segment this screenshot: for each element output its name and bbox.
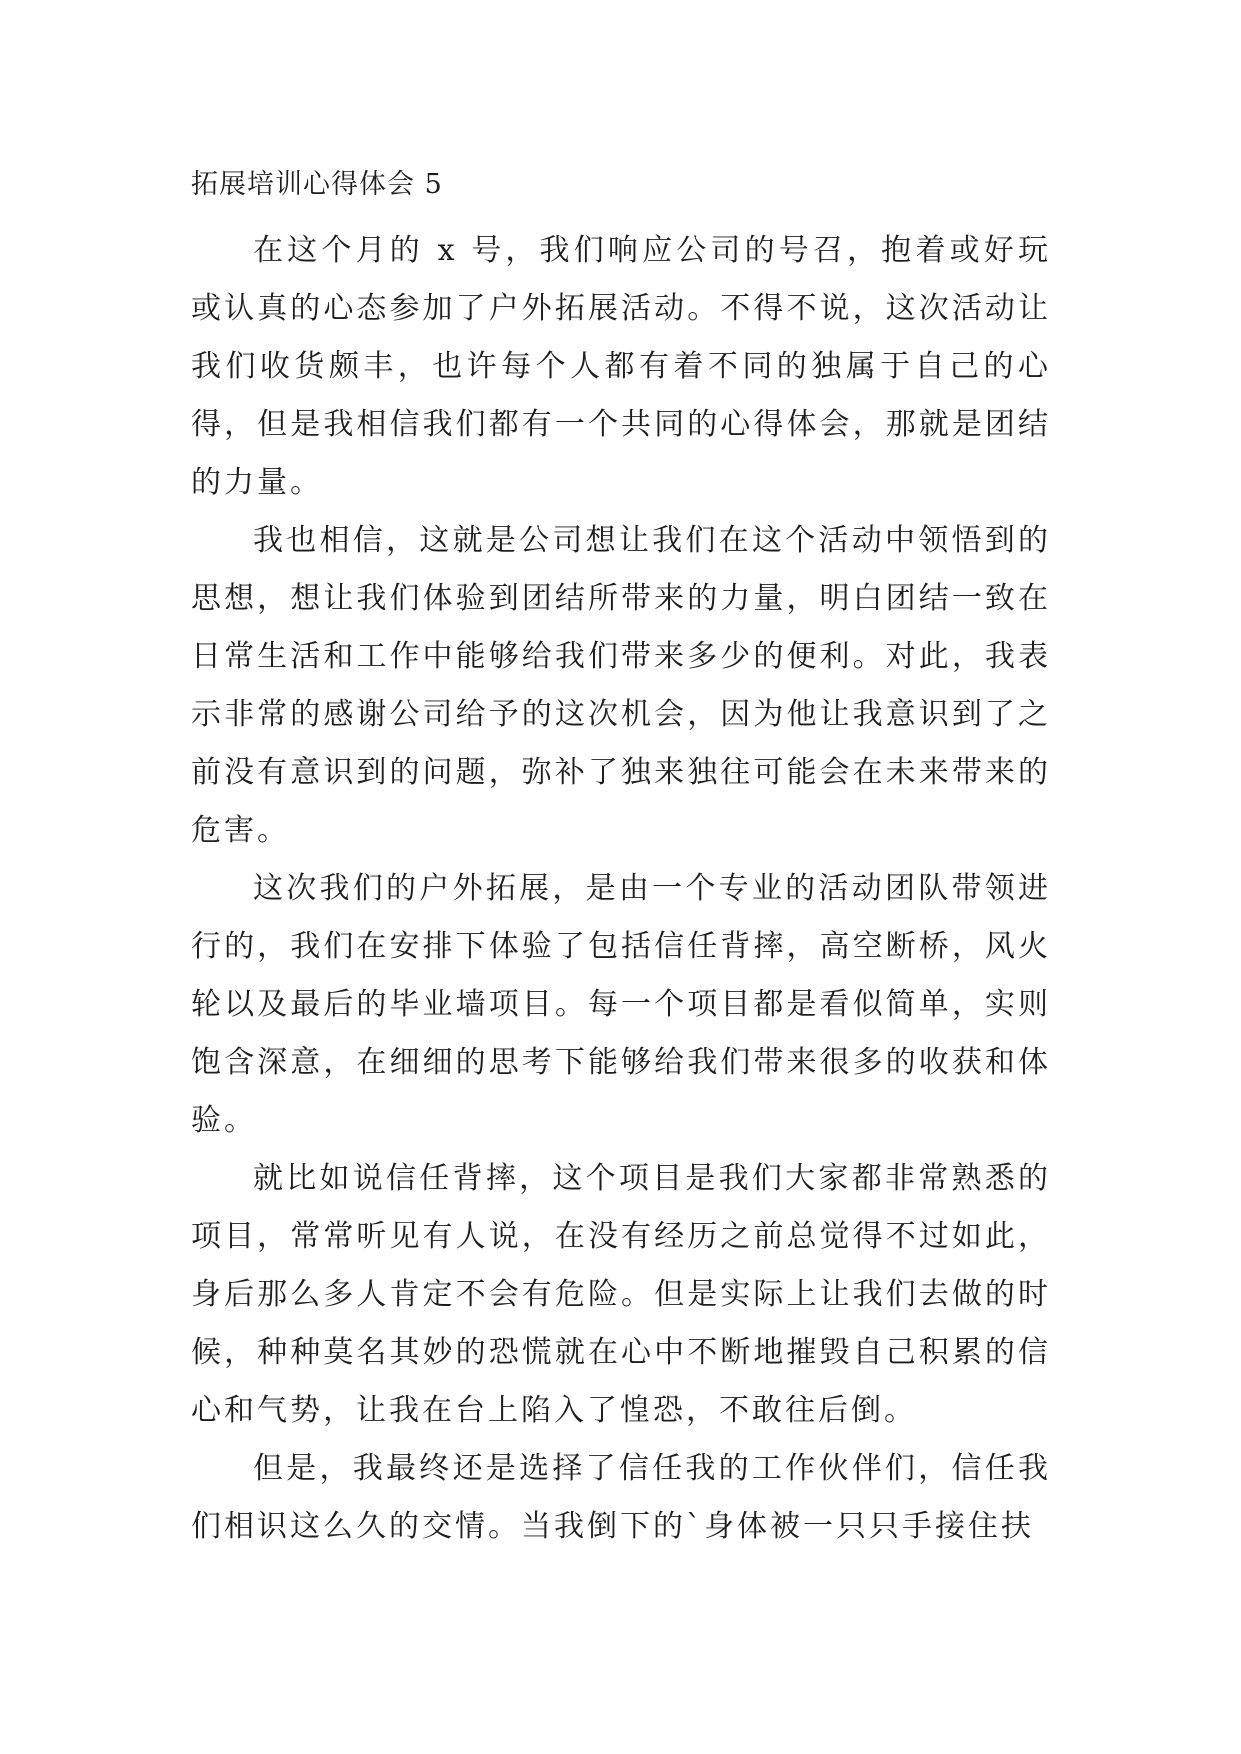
paragraph-2: 我也相信，这就是公司想让我们在这个活动中领悟到的思想，想让我们体验到团结所带来的力量，明白团结一致在日常生活和工作中能够给我们带来多少的便利。对此，我表示非常的感谢公司给予的这次机会，因为他让我意识到了之前没有意识到的问题，弥补了独来独往可能会在未来带来的危害。 [191,523,1051,848]
paragraph-5: 但是，我最终还是选择了信任我的工作伙伴们，信任我们相识这么久的交情。当我倒下的`身体被一只只手接住扶 [191,1451,1051,1544]
document-title: 拓展培训心得体会 5 [191,169,443,200]
title-spacing [191,206,1051,222]
paragraph-3: 这次我们的户外拓展，是由一个专业的活动团队带领进行的，我们在安排下体验了包括信任背摔，高空断桥，风火轮以及最后的毕业墙项目。每一个项目都是看似简单，实则饱含深意，在细细的思考下能够给我们带来很多的收获和体验。 [191,871,1051,1138]
document-body [191,164,1051,1556]
paragraph-4: 就比如说信任背摔，这个项目是我们大家都非常熟悉的项目，常常听见有人说，在没有经历之前总觉得不过如此，身后那么多人肯定不会有危险。但是实际上让我们去做的时候，种种莫名其妙的恐慌就在心中不断地摧毁自己积累的信心和气势，让我在台上陷入了惶恐，不敢往后倒。 [191,1161,1051,1428]
paragraph-1: 在这个月的 x 号，我们响应公司的号召，抱着或好玩或认真的心态参加了户外拓展活动。不得不说，这次活动让我们收货颇丰，也许每个人都有着不同的独属于自己的心得，但是我相信我们都有一个共同的心得体会，那就是团结的力量。 [191,233,1051,500]
